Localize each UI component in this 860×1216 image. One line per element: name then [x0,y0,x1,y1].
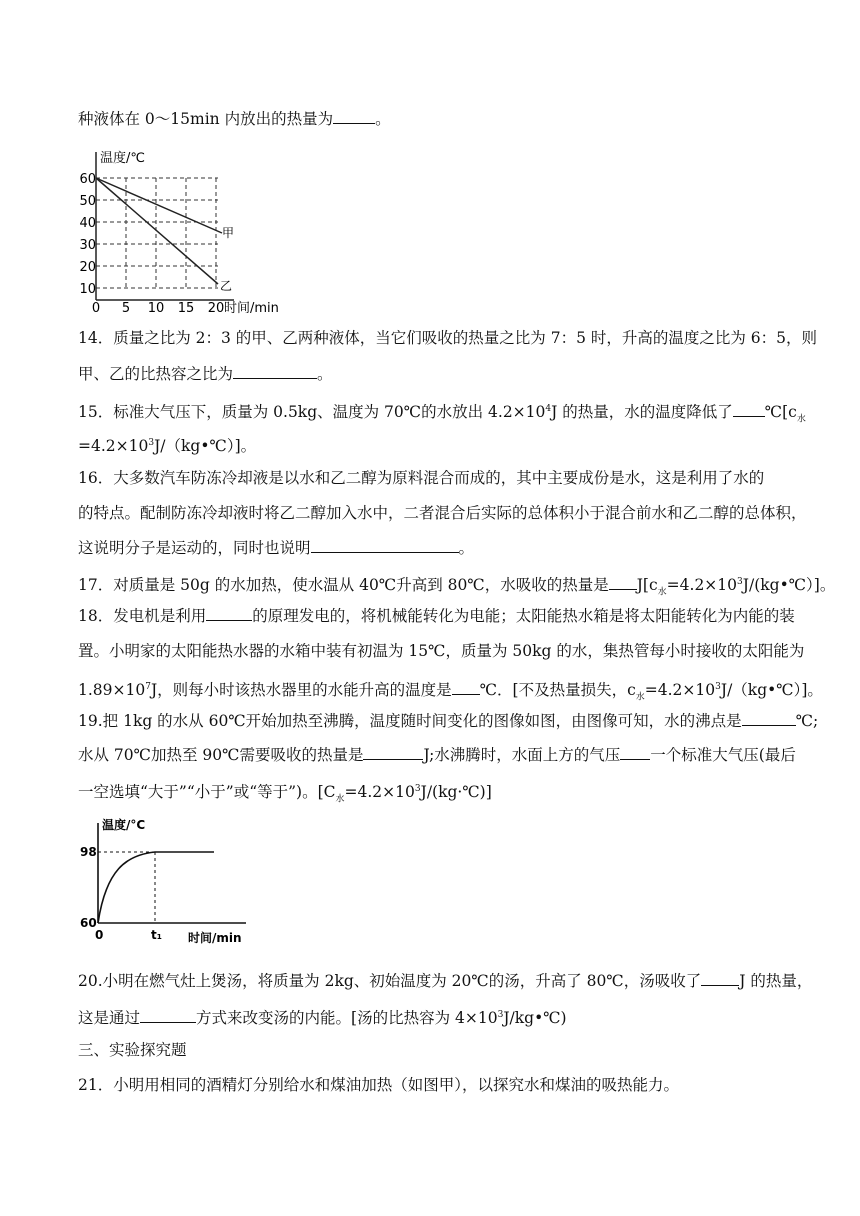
fig2-xlabel: 时间/min [188,931,242,945]
fig1-xtick: 10 [147,301,165,316]
fig1-ytick: 10 [79,282,96,297]
fig1-series-label-yi: 乙 [220,279,233,293]
fig1-ytick: 30 [79,238,96,253]
fig1-xtick: 20 [207,301,225,316]
q19-line1: 19.把 1kg 的水从 60℃开始加热至沸腾，温度随时间变化的图像如图，由图像可知，水的沸点是 ℃; [78,712,819,730]
q14-line2: 甲、乙的比热容之比为 。 [78,365,333,383]
fig2-ylabel: 温度/°C [102,818,146,832]
fig1-xlabel: 时间/min [224,301,279,316]
q15-line2: $=4.2\times 10^3J/(kg•℃)$]。 [78,437,257,456]
fig1-ylabel: 温度/℃ [100,151,145,166]
section-heading: 三、实验探究题 [78,1041,187,1059]
figure-cooling-graph [79,140,294,316]
fig1-ytick: 50 [79,194,96,209]
fig2-ytick-98: 98 [80,845,97,859]
q20-line2: 这是通过 方式来改变汤的内能。[汤的比热容为 $4\times 10^3J/kg•℃$) [78,1009,567,1028]
q21-line1: 21．小明用相同的酒精灯分别给水和煤油加热（如图甲），以探究水和煤油的吸热能力。 [78,1076,679,1094]
q16-line2: 的特点。配制防冻冷却液时将乙二醇加入水中，二者混合后实际的总体积小于混合前水和乙二醇的总体积， [78,504,807,522]
q17-line1: 17．对质量是 50g 的水加热，使水温从 40℃升高到 80℃，水吸收的热量是 $J[c_水=4.2\times 10^3J/(kg•℃)]$。 [78,576,836,598]
fig2-xtick-t1: t₁ [151,928,162,942]
q15-line1: 15．标准大气压下，质量为 0.5kg、温度为 70℃的水放出 $4.2\times 10^4J$ 的热量，水的温度降低了 $℃[c_水$ [78,403,806,425]
fig1-xtick: 0 [91,301,101,316]
q19-line3: 一空选填“大于”“小于”或“等于”)。$[C_水=4.2\times 10^3J/(kg\cdot℃)]$ [78,783,492,805]
fig2-xtick-0: 0 [95,928,104,942]
figure-boiling-graph [78,815,258,950]
q19-line2: 水从 70℃加热至 90℃需要吸收的热量是 J;水沸腾时，水面上方的气压 一个标准大气压(最后 [78,746,796,764]
q18-line2: 置。小明家的太阳能热水器的水箱中装有初温为 15℃，质量为 50kg 的水，集热管每小时接收的太阳能为 [78,642,805,660]
q18-line1: 18．发电机是利用 的原理发电的，将机械能转化为电能；太阳能热水箱是将太阳能转化为内能的装 [78,607,795,625]
fig1-xtick: 15 [177,301,195,316]
fig1-xtick: 5 [121,301,131,316]
fig1-ytick: 60 [79,172,96,187]
q20-line1: 20.小明在燃气灶上煲汤，将质量为 2kg、初始温度为 20℃的汤，升高了 80℃，汤吸收了 J 的热量， [78,972,813,990]
q16-line3: 这说明分子是运动的，同时也说明 。 [78,539,475,557]
q16-line1: 16．大多数汽车防冻冷却液是以水和乙二醇为原料混合而成的，其中主要成份是水，这是利用了水的 [78,469,765,487]
q18-line3: $1.89\times 10^7J$，则每小时该热水器里的水能升高的温度是 ℃．[不及热量损失，$c_水=4.2\times 10^3J/(kg•℃)$]。 [78,681,823,703]
q14-line1: 14．质量之比为 2：3 的甲、乙两种液体，当它们吸收的热量之比为 7：5 时，升高的温度之比为 6：5，则 [78,329,818,347]
fig1-series-label-jia: 甲 [222,226,235,240]
q13-tail: 种液体在 0～15min 内放出的热量为 。 [78,110,391,128]
fig2-ytick-60: 60 [80,916,97,930]
fig1-ytick: 40 [79,216,96,231]
fig1-ytick: 20 [79,260,96,275]
